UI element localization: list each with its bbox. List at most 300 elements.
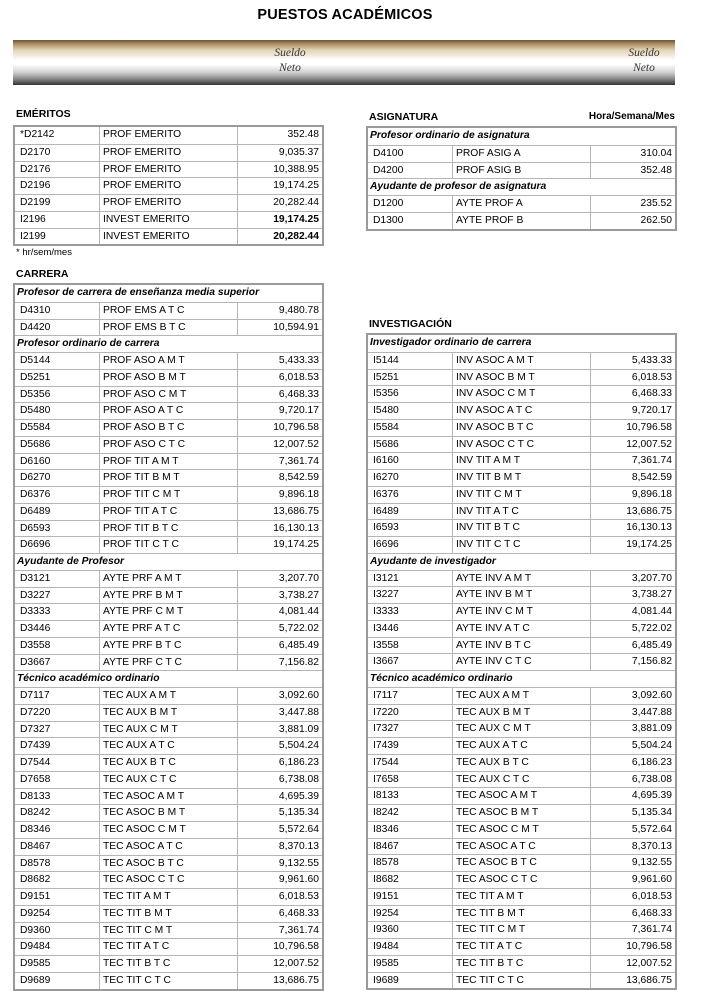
asignatura-table xyxy=(366,126,677,231)
position-name: TEC TIT C M T xyxy=(99,923,237,939)
net-salary: 5,572.64 xyxy=(590,822,675,838)
table-row xyxy=(368,737,675,754)
position-code: D4200 xyxy=(373,164,404,176)
position-code: I6593 xyxy=(373,522,399,534)
emeritos-table xyxy=(13,125,324,246)
position-code: D8682 xyxy=(20,874,51,886)
table-row xyxy=(368,486,675,503)
table-row xyxy=(15,402,322,419)
net-salary: 5,504.24 xyxy=(237,738,322,754)
position-name: TEC AUX B T C xyxy=(99,755,237,771)
table-row xyxy=(368,162,675,179)
position-name: PROF ASIG B xyxy=(452,163,590,179)
group-header: Investigador ordinario de carrera xyxy=(370,337,532,348)
table-row xyxy=(368,620,675,637)
position-code: D1200 xyxy=(373,198,404,209)
position-code: D5356 xyxy=(20,388,51,400)
net-salary: 10,796.58 xyxy=(237,939,322,955)
position-name: PROF EMS B T C xyxy=(99,320,237,336)
table-row xyxy=(15,536,322,553)
net-salary: 7,361.74 xyxy=(237,923,322,939)
position-code: I6376 xyxy=(373,488,399,500)
position-code: D5480 xyxy=(20,405,51,417)
position-name: PROF EMERITO xyxy=(99,145,237,161)
table-row xyxy=(368,921,675,938)
net-salary: 10,796.58 xyxy=(590,420,675,436)
position-name: AYTE INV B M T xyxy=(452,587,590,603)
carrera-table xyxy=(13,283,324,991)
group-header: Técnico académico ordinario xyxy=(15,670,322,687)
position-code: I7220 xyxy=(373,706,399,718)
position-code: D9360 xyxy=(20,924,51,936)
net-salary: 10,796.58 xyxy=(237,420,322,436)
position-name: TEC TIT C T C xyxy=(452,973,590,989)
position-code: I5686 xyxy=(373,438,399,450)
position-code: D5686 xyxy=(20,438,51,450)
net-salary: 235.52 xyxy=(590,196,675,212)
group-header: Técnico académico ordinario xyxy=(368,670,675,687)
position-code: D8242 xyxy=(20,807,51,819)
net-salary: 10,796.58 xyxy=(590,939,675,955)
table-row xyxy=(15,486,322,503)
table-row xyxy=(15,771,322,788)
position-name: TEC AUX A M T xyxy=(99,688,237,704)
net-salary: 9,720.17 xyxy=(590,403,675,419)
net-salary: 3,207.70 xyxy=(590,571,675,587)
net-salary: 6,485.49 xyxy=(590,638,675,654)
net-salary: 8,370.13 xyxy=(590,839,675,855)
group-header: Ayudante de investigador xyxy=(368,553,675,570)
position-name: INVEST EMERITO xyxy=(99,229,237,245)
net-salary: 8,370.13 xyxy=(237,839,322,855)
net-salary: 4,695.39 xyxy=(237,789,322,805)
table-row xyxy=(15,704,322,721)
position-code: I7658 xyxy=(373,773,399,785)
position-name: AYTE PRF A M T xyxy=(99,571,237,587)
net-salary: 4,081.44 xyxy=(590,604,675,620)
table-row xyxy=(15,888,322,905)
unit-label: Hora/Semana/Mes xyxy=(588,111,675,122)
net-salary: 5,722.02 xyxy=(237,621,322,637)
position-code: I8346 xyxy=(373,823,399,835)
position-name: AYTE PRF B T C xyxy=(99,638,237,654)
table-row xyxy=(368,637,675,654)
position-code: D9585 xyxy=(20,958,51,969)
position-name: AYTE PRF B M T xyxy=(99,588,237,604)
table-row xyxy=(15,620,322,637)
table-row xyxy=(15,127,322,144)
table-row xyxy=(15,211,322,228)
position-name: TEC ASOC C T C xyxy=(452,872,590,888)
position-name: TEC AUX A M T xyxy=(452,688,590,704)
table-row xyxy=(15,469,322,486)
header-banner xyxy=(13,40,675,85)
net-salary: 6,018.53 xyxy=(590,889,675,905)
table-row xyxy=(15,436,322,453)
position-name: PROF EMERITO xyxy=(99,195,237,211)
position-code: I6696 xyxy=(373,539,399,550)
position-name: INV ASOC A T C xyxy=(452,403,590,419)
position-code: I8682 xyxy=(373,874,399,885)
net-salary: 3,092.60 xyxy=(237,688,322,704)
position-code: I7544 xyxy=(373,756,399,768)
position-name: TEC ASOC C M T xyxy=(452,822,590,838)
position-code: D6160 xyxy=(20,455,51,467)
position-name: INV TIT B T C xyxy=(452,520,590,536)
position-code: D8467 xyxy=(20,840,51,852)
group-header: Profesor ordinario de asignatura xyxy=(370,130,530,141)
table-row xyxy=(15,587,322,604)
position-code: D3333 xyxy=(20,606,51,618)
table-row xyxy=(368,419,675,436)
net-salary: 8,542.59 xyxy=(237,470,322,486)
salary-column-label-right xyxy=(599,46,689,76)
position-code: D9484 xyxy=(20,941,51,953)
position-name: TEC AUX C M T xyxy=(452,721,590,737)
net-salary: 6,018.53 xyxy=(237,889,322,905)
table-row xyxy=(368,603,675,620)
net-salary: 9,896.18 xyxy=(590,487,675,503)
table-row xyxy=(368,787,675,804)
position-name: TEC AUX B M T xyxy=(99,705,237,721)
position-code: D2196 xyxy=(20,180,51,192)
position-name: TEC ASOC B T C xyxy=(452,855,590,871)
position-code: D8133 xyxy=(20,790,51,802)
position-name: PROF ASIG A xyxy=(452,146,590,162)
table-row xyxy=(368,385,675,402)
position-code: D3558 xyxy=(20,639,51,651)
net-salary: 7,156.82 xyxy=(590,654,675,670)
net-salary: 9,961.60 xyxy=(590,872,675,888)
position-name: TEC TIT B T C xyxy=(452,956,590,972)
net-salary: 262.50 xyxy=(590,213,675,229)
position-code: D8346 xyxy=(20,824,51,835)
table-row xyxy=(15,144,322,161)
net-salary: 6,468.33 xyxy=(237,387,322,403)
net-salary: 10,594.91 xyxy=(237,320,322,336)
table-row xyxy=(368,955,675,972)
position-name: INVEST EMERITO xyxy=(99,212,237,228)
table-row xyxy=(368,754,675,771)
net-salary: 12,007.52 xyxy=(237,956,322,972)
net-salary: 5,135.34 xyxy=(237,805,322,821)
position-code: I6270 xyxy=(373,472,399,483)
position-name: AYTE PROF B xyxy=(452,213,590,229)
position-code: I2196 xyxy=(20,213,46,225)
position-name: TEC TIT A M T xyxy=(452,889,590,905)
table-row xyxy=(368,938,675,955)
table-row xyxy=(368,586,675,603)
net-salary: 13,686.75 xyxy=(590,504,675,520)
table-row xyxy=(368,536,675,553)
position-name: TEC ASOC C T C xyxy=(99,872,237,888)
net-salary: 8,542.59 xyxy=(590,470,675,486)
salary-column-label-left xyxy=(245,46,335,76)
table-row xyxy=(368,804,675,821)
position-code: I9585 xyxy=(373,957,399,969)
net-salary: 6,186.23 xyxy=(590,755,675,771)
position-name: AYTE INV A M T xyxy=(452,571,590,587)
position-name: PROF EMERITO xyxy=(99,162,237,178)
position-code: D2176 xyxy=(20,163,51,175)
position-code: I3667 xyxy=(373,656,399,668)
table-row xyxy=(15,319,322,336)
position-name: PROF TIT B T C xyxy=(99,521,237,537)
table-row xyxy=(15,938,322,955)
position-name: PROF TIT C M T xyxy=(99,487,237,503)
position-name: PROF ASO B M T xyxy=(99,370,237,386)
table-row xyxy=(15,821,322,838)
net-salary: 6,018.53 xyxy=(590,370,675,386)
position-name: PROF EMERITO xyxy=(99,178,237,194)
table-row xyxy=(368,821,675,838)
position-code: I3333 xyxy=(373,606,399,617)
position-code: D9254 xyxy=(20,907,51,919)
table-row xyxy=(15,788,322,805)
group-header: Profesor ordinario de carrera xyxy=(15,335,322,352)
position-code: I2199 xyxy=(20,230,46,242)
position-code: I9151 xyxy=(373,890,399,902)
net-salary: 7,361.74 xyxy=(237,454,322,470)
net-salary: 7,361.74 xyxy=(590,453,675,469)
position-name: TEC TIT B T C xyxy=(99,956,237,972)
position-name: AYTE PRF C T C xyxy=(99,655,237,671)
net-salary: 13,686.75 xyxy=(237,504,322,520)
position-code: I9254 xyxy=(373,907,399,919)
net-salary: 4,081.44 xyxy=(237,604,322,620)
net-salary: 7,156.82 xyxy=(237,655,322,671)
table-row xyxy=(15,855,322,872)
net-salary: 3,881.09 xyxy=(237,722,322,738)
position-code: I8467 xyxy=(373,840,399,852)
net-salary: 3,447.88 xyxy=(590,705,675,721)
group-header: Ayudante de profesor de asignatura xyxy=(368,178,675,195)
position-code: I3446 xyxy=(373,622,399,634)
table-row xyxy=(368,469,675,486)
position-name: PROF ASO A T C xyxy=(99,403,237,419)
table-row xyxy=(15,302,322,319)
table-row xyxy=(368,720,675,737)
position-code: D2199 xyxy=(20,197,51,208)
position-code: I7439 xyxy=(373,740,399,751)
table-row xyxy=(15,922,322,939)
net-salary: 310.04 xyxy=(590,146,675,162)
table-row xyxy=(15,194,322,211)
table-row xyxy=(368,519,675,536)
section-label-emeritos: EMÉRITOS xyxy=(16,108,71,120)
table-row xyxy=(368,570,675,587)
position-name: TEC TIT C M T xyxy=(452,922,590,938)
net-salary: 5,504.24 xyxy=(590,738,675,754)
banner-label-line: Sueldo xyxy=(628,47,660,59)
net-salary: 6,738.08 xyxy=(237,772,322,788)
position-code: D3446 xyxy=(20,623,51,634)
net-salary: 9,035.37 xyxy=(237,145,322,161)
net-salary: 352.48 xyxy=(590,163,675,179)
table-row xyxy=(15,754,322,771)
position-code: D6376 xyxy=(20,489,51,500)
table-row xyxy=(15,871,322,888)
position-name: TEC ASOC B M T xyxy=(99,805,237,821)
position-name: TEC ASOC B T C xyxy=(99,856,237,872)
position-code: I9689 xyxy=(373,974,399,986)
position-name: INV ASOC C T C xyxy=(452,437,590,453)
position-code: I5356 xyxy=(373,388,399,400)
section-label-carrera: CARRERA xyxy=(16,268,69,280)
table-row xyxy=(15,386,322,403)
net-salary: 3,738.27 xyxy=(237,588,322,604)
table-row xyxy=(368,871,675,888)
net-salary: 9,896.18 xyxy=(237,487,322,503)
table-row xyxy=(368,369,675,386)
net-salary: 352.48 xyxy=(237,127,322,144)
net-salary: 16,130.13 xyxy=(237,521,322,537)
table-row xyxy=(15,737,322,754)
net-salary: 6,468.33 xyxy=(590,906,675,922)
net-salary: 9,132.55 xyxy=(237,856,322,872)
net-salary: 3,447.88 xyxy=(237,705,322,721)
net-salary: 12,007.52 xyxy=(590,437,675,453)
net-salary: 13,686.75 xyxy=(590,973,675,989)
position-name: TEC AUX C M T xyxy=(99,722,237,738)
position-name: TEC TIT C T C xyxy=(99,973,237,989)
position-name: PROF ASO C T C xyxy=(99,437,237,453)
position-code: I5584 xyxy=(373,421,399,433)
net-salary: 3,092.60 xyxy=(590,688,675,704)
table-row xyxy=(368,653,675,670)
table-row xyxy=(368,888,675,905)
position-code: D7327 xyxy=(20,723,51,735)
position-name: TEC AUX B T C xyxy=(452,755,590,771)
position-name: INV ASOC C M T xyxy=(452,386,590,402)
table-row xyxy=(368,452,675,469)
net-salary: 20,282.44 xyxy=(237,229,322,245)
table-row xyxy=(15,687,322,704)
position-name: PROF TIT C T C xyxy=(99,537,237,553)
position-code: I8242 xyxy=(373,807,399,818)
position-name: PROF EMERITO xyxy=(99,127,237,144)
net-salary: 12,007.52 xyxy=(590,956,675,972)
table-row xyxy=(368,687,675,704)
page-title: PUESTOS ACADÉMICOS xyxy=(257,7,433,23)
net-salary: 19,174.25 xyxy=(237,212,322,228)
position-code: I6489 xyxy=(373,505,399,517)
position-name: TEC ASOC B M T xyxy=(452,805,590,821)
position-code: I9484 xyxy=(373,941,399,952)
position-name: INV ASOC B T C xyxy=(452,420,590,436)
net-salary: 7,361.74 xyxy=(590,922,675,938)
position-name: INV TIT A M T xyxy=(452,453,590,469)
position-code: D6489 xyxy=(20,505,51,517)
net-salary: 6,468.33 xyxy=(590,386,675,402)
position-code: D3121 xyxy=(20,572,51,584)
position-name: TEC AUX C T C xyxy=(99,772,237,788)
net-salary: 9,480.78 xyxy=(237,303,322,319)
position-code: D9689 xyxy=(20,974,51,986)
position-name: INV TIT C M T xyxy=(452,487,590,503)
position-code: D2170 xyxy=(20,146,51,158)
table-row xyxy=(15,637,322,654)
position-code: I5144 xyxy=(373,354,399,366)
table-row xyxy=(15,972,322,989)
position-name: INV TIT B M T xyxy=(452,470,590,486)
table-row xyxy=(368,704,675,721)
position-code: *D2142 xyxy=(20,129,55,140)
footnote: * hr/sem/mes xyxy=(16,247,72,258)
table-row xyxy=(15,419,322,436)
section-label-asignatura: ASIGNATURA xyxy=(369,111,439,123)
position-code: D6593 xyxy=(20,522,51,534)
position-code: D4310 xyxy=(20,304,51,316)
table-row xyxy=(368,972,675,989)
position-name: PROF ASO C M T xyxy=(99,387,237,403)
net-salary: 5,135.34 xyxy=(590,805,675,821)
net-salary: 6,485.49 xyxy=(237,638,322,654)
position-name: TEC ASOC A M T xyxy=(452,788,590,804)
net-salary: 19,174.25 xyxy=(237,537,322,553)
position-name: INV ASOC B M T xyxy=(452,370,590,386)
section-label-investigacion: INVESTIGACIÓN xyxy=(369,318,452,330)
net-salary: 10,388.95 xyxy=(237,162,322,178)
position-name: TEC TIT B M T xyxy=(99,906,237,922)
position-code: D7220 xyxy=(20,706,51,718)
table-row xyxy=(368,402,675,419)
table-row xyxy=(15,905,322,922)
table-row xyxy=(15,654,322,671)
position-name: TEC ASOC A M T xyxy=(99,789,237,805)
position-name: PROF TIT A T C xyxy=(99,504,237,520)
position-code: D6270 xyxy=(20,472,51,484)
position-code: I5251 xyxy=(373,371,399,383)
net-salary: 5,572.64 xyxy=(237,822,322,838)
banner-label-line: Neto xyxy=(279,62,301,74)
position-code: D7117 xyxy=(20,690,50,701)
position-name: PROF ASO B T C xyxy=(99,420,237,436)
net-salary: 19,174.25 xyxy=(590,537,675,553)
table-row xyxy=(368,145,675,162)
position-name: AYTE PRF A T C xyxy=(99,621,237,637)
banner-label-line: Neto xyxy=(633,62,655,74)
position-code: D5144 xyxy=(20,355,51,366)
net-salary: 6,186.23 xyxy=(237,755,322,771)
position-name: TEC AUX B M T xyxy=(452,705,590,721)
table-row xyxy=(15,520,322,537)
table-row xyxy=(368,212,675,229)
position-name: TEC TIT B M T xyxy=(452,906,590,922)
table-row xyxy=(15,369,322,386)
position-code: I3558 xyxy=(373,639,399,651)
net-salary: 13,686.75 xyxy=(237,973,322,989)
net-salary: 19,174.25 xyxy=(237,178,322,194)
position-name: TEC ASOC C M T xyxy=(99,822,237,838)
net-salary: 9,720.17 xyxy=(237,403,322,419)
net-salary: 6,468.33 xyxy=(237,906,322,922)
net-salary: 4,695.39 xyxy=(590,788,675,804)
position-name: PROF TIT B M T xyxy=(99,470,237,486)
banner-label-line: Sueldo xyxy=(274,47,306,59)
position-code: D6696 xyxy=(20,539,51,551)
position-name: TEC TIT A T C xyxy=(452,939,590,955)
table-row xyxy=(15,838,322,855)
table-row xyxy=(368,854,675,871)
position-name: TEC TIT A T C xyxy=(99,939,237,955)
table-row xyxy=(15,570,322,587)
table-row xyxy=(15,352,322,369)
position-name: TEC ASOC A T C xyxy=(99,839,237,855)
position-name: AYTE INV B T C xyxy=(452,638,590,654)
position-code: D7544 xyxy=(20,757,51,768)
table-row xyxy=(368,195,675,212)
